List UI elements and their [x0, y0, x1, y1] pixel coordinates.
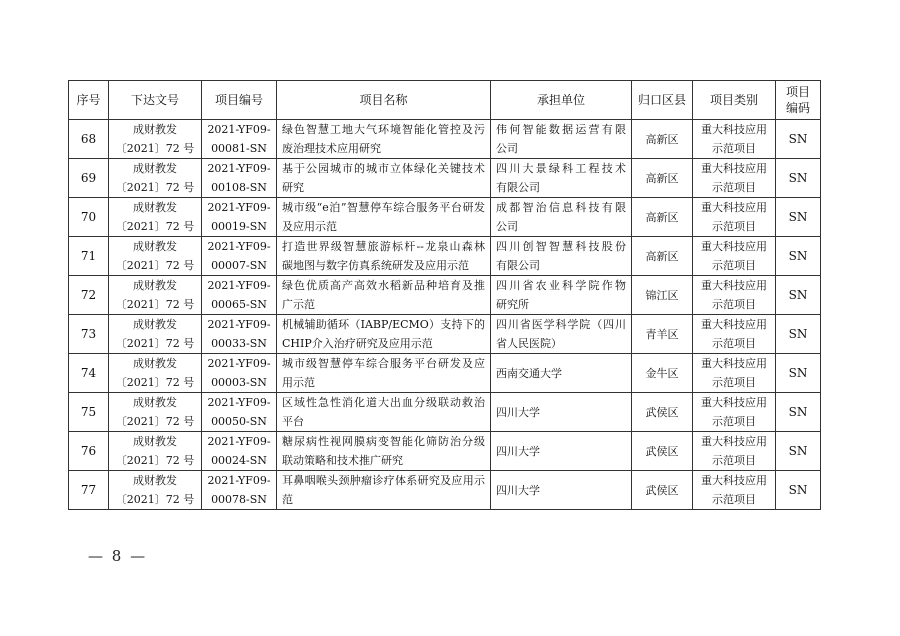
header-doc-number: 下达文号	[109, 81, 202, 120]
undertaking-unit-line: 西南交通大学	[496, 366, 562, 380]
project-code-line: 2021-YF09-	[207, 162, 271, 175]
doc-number-line: 成财教发	[133, 357, 177, 370]
doc-number-line: 成财教发	[133, 201, 177, 214]
cell-project-code	[202, 471, 277, 510]
project-code-line: 00065-SN	[211, 298, 267, 311]
category-line: 重大科技应用	[701, 435, 767, 448]
cell-doc-number	[109, 354, 202, 393]
cell-category	[693, 276, 776, 315]
project-name-line: 废治理技术应用研究	[282, 142, 381, 155]
cell-undertaking-unit	[491, 471, 632, 510]
cell-category	[693, 198, 776, 237]
table-row	[69, 237, 821, 276]
undertaking-unit-line: 有限公司	[496, 181, 540, 194]
undertaking-unit-line: 成都智治信息科技有限	[496, 201, 626, 214]
cell-district: 武侯区	[632, 432, 693, 471]
header-project-code: 项目编号	[202, 81, 277, 120]
cell-undertaking-unit	[491, 120, 632, 159]
category-line: 示范项目	[712, 337, 756, 350]
category-line: 重大科技应用	[701, 357, 767, 370]
table-row	[69, 393, 821, 432]
project-code-line: 2021-YF09-	[207, 435, 271, 448]
cell-seq: 73	[69, 315, 109, 354]
doc-number-line: 〔2021〕72 号	[115, 376, 195, 389]
cell-seq: 75	[69, 393, 109, 432]
cell-undertaking-unit	[491, 315, 632, 354]
header-tag-line: 项目	[785, 85, 810, 99]
header-undertaking-unit: 承担单位	[491, 81, 632, 120]
cell-undertaking-unit	[491, 393, 632, 432]
cell-doc-number	[109, 393, 202, 432]
cell-tag: SN	[776, 237, 821, 276]
table-row	[69, 432, 821, 471]
project-code-line: 00033-SN	[211, 337, 267, 350]
project-name-line: 用示范	[282, 376, 315, 389]
cell-tag: SN	[776, 159, 821, 198]
cell-tag: SN	[776, 393, 821, 432]
category-line: 示范项目	[712, 376, 756, 389]
cell-undertaking-unit	[491, 198, 632, 237]
cell-doc-number	[109, 471, 202, 510]
category-line: 示范项目	[712, 415, 756, 428]
doc-number-line: 成财教发	[133, 396, 177, 409]
doc-number-line: 〔2021〕72 号	[115, 259, 195, 272]
cell-project-code	[202, 198, 277, 237]
cell-project-name	[277, 198, 491, 237]
table-row	[69, 198, 821, 237]
cell-seq: 74	[69, 354, 109, 393]
cell-seq: 77	[69, 471, 109, 510]
category-line: 示范项目	[712, 220, 756, 233]
category-line: 重大科技应用	[701, 201, 767, 214]
table-body	[69, 120, 821, 510]
category-line: 示范项目	[712, 259, 756, 272]
cell-project-name	[277, 159, 491, 198]
doc-number-line: 成财教发	[133, 318, 177, 331]
cell-doc-number	[109, 120, 202, 159]
table-row	[69, 120, 821, 159]
project-name-line: 绿色智慧工地大气环境智能化管控及污	[282, 123, 485, 136]
doc-number-line: 〔2021〕72 号	[115, 181, 195, 194]
cell-seq: 70	[69, 198, 109, 237]
project-name-line: 耳鼻咽喉头颈肿瘤诊疗体系研究及应用示范	[282, 474, 485, 506]
header-tag	[776, 81, 821, 120]
cell-district: 高新区	[632, 237, 693, 276]
cell-project-code	[202, 315, 277, 354]
cell-category	[693, 393, 776, 432]
cell-tag: SN	[776, 471, 821, 510]
undertaking-unit-line: 四川大学	[496, 483, 540, 497]
cell-category	[693, 432, 776, 471]
undertaking-unit-line: 四川省农业科学院作物	[496, 279, 626, 292]
cell-undertaking-unit	[491, 237, 632, 276]
undertaking-unit-line: 公司	[496, 142, 518, 155]
project-code-line: 00007-SN	[211, 259, 267, 272]
project-code-line: 00081-SN	[211, 142, 267, 155]
cell-undertaking-unit	[491, 159, 632, 198]
project-name-line: 城市级“e泊”智慧停车综合服务平台研发	[282, 201, 485, 214]
cell-project-code	[202, 393, 277, 432]
doc-number-line: 成财教发	[133, 474, 177, 487]
project-name-line: 研究	[282, 181, 304, 194]
cell-tag: SN	[776, 315, 821, 354]
cell-seq: 76	[69, 432, 109, 471]
undertaking-unit-line: 公司	[496, 220, 518, 233]
doc-number-line: 〔2021〕72 号	[115, 454, 195, 467]
header-category: 项目类别	[693, 81, 776, 120]
category-line: 示范项目	[712, 454, 756, 467]
table-row	[69, 315, 821, 354]
cell-doc-number	[109, 432, 202, 471]
project-code-line: 00019-SN	[211, 220, 267, 233]
project-name-line: 及应用示范	[282, 220, 337, 233]
cell-seq: 71	[69, 237, 109, 276]
category-line: 示范项目	[712, 181, 756, 194]
project-code-line: 2021-YF09-	[207, 474, 271, 487]
cell-tag: SN	[776, 276, 821, 315]
doc-number-line: 〔2021〕72 号	[115, 337, 195, 350]
doc-number-line: 〔2021〕72 号	[115, 220, 195, 233]
project-code-line: 00050-SN	[211, 415, 267, 428]
cell-district: 锦江区	[632, 276, 693, 315]
doc-number-line: 成财教发	[133, 435, 177, 448]
undertaking-unit-line: 研究所	[496, 298, 529, 311]
project-name-line: 基于公园城市的城市立体绿化关键技术	[282, 162, 485, 175]
cell-seq: 69	[69, 159, 109, 198]
cell-doc-number	[109, 198, 202, 237]
doc-number-line: 成财教发	[133, 123, 177, 136]
cell-category	[693, 354, 776, 393]
table-row	[69, 354, 821, 393]
category-line: 示范项目	[712, 142, 756, 155]
cell-seq: 68	[69, 120, 109, 159]
cell-project-name	[277, 276, 491, 315]
table-row	[69, 159, 821, 198]
header-project-name: 项目名称	[277, 81, 491, 120]
cell-doc-number	[109, 159, 202, 198]
doc-number-line: 〔2021〕72 号	[115, 415, 195, 428]
category-line: 重大科技应用	[701, 123, 767, 136]
category-line: 重大科技应用	[701, 318, 767, 331]
table-row	[69, 276, 821, 315]
project-name-line: 广示范	[282, 298, 315, 311]
project-code-line: 2021-YF09-	[207, 123, 271, 136]
project-name-line: 联动策略和技术推广研究	[282, 454, 403, 467]
cell-doc-number	[109, 315, 202, 354]
cell-category	[693, 159, 776, 198]
project-code-line: 2021-YF09-	[207, 396, 271, 409]
cell-project-name	[277, 393, 491, 432]
cell-tag: SN	[776, 198, 821, 237]
project-name-line: 绿色优质高产高效水稻新品种培育及推	[282, 279, 485, 292]
cell-category	[693, 471, 776, 510]
undertaking-unit-line: 四川大景绿科工程技术	[496, 162, 626, 175]
undertaking-unit-line: 省人民医院）	[496, 337, 562, 350]
project-name-line: 平台	[282, 415, 304, 428]
doc-number-line: 〔2021〕72 号	[115, 142, 195, 155]
doc-number-line: 成财教发	[133, 240, 177, 253]
header-tag-line: 编码	[785, 101, 810, 115]
project-code-line: 00024-SN	[211, 454, 267, 467]
header-district: 归口区县	[632, 81, 693, 120]
cell-project-code	[202, 159, 277, 198]
cell-district: 高新区	[632, 198, 693, 237]
project-code-line: 00003-SN	[211, 376, 267, 389]
project-name-line: 区域性急性消化道大出血分级联动救治	[282, 396, 485, 409]
category-line: 重大科技应用	[701, 474, 767, 487]
cell-project-code	[202, 120, 277, 159]
cell-project-code	[202, 354, 277, 393]
doc-number-line: 〔2021〕72 号	[115, 298, 195, 311]
cell-project-name	[277, 315, 491, 354]
project-name-line: CHIP介入治疗研究及应用示范	[282, 337, 433, 350]
project-code-line: 2021-YF09-	[207, 201, 271, 214]
category-line: 示范项目	[712, 298, 756, 311]
cell-district: 金牛区	[632, 354, 693, 393]
cell-district: 高新区	[632, 120, 693, 159]
project-code-line: 2021-YF09-	[207, 318, 271, 331]
cell-district: 武侯区	[632, 393, 693, 432]
category-line: 示范项目	[712, 493, 756, 506]
cell-project-code	[202, 276, 277, 315]
cell-project-code	[202, 237, 277, 276]
project-code-line: 00078-SN	[211, 493, 267, 506]
category-line: 重大科技应用	[701, 240, 767, 253]
header-seq: 序号	[69, 81, 109, 120]
cell-category	[693, 120, 776, 159]
project-name-line: 机械辅助循环（IABP/ECMO）支持下的	[282, 318, 485, 331]
cell-district: 青羊区	[632, 315, 693, 354]
cell-undertaking-unit	[491, 432, 632, 471]
cell-project-code	[202, 432, 277, 471]
project-name-line: 城市级智慧停车综合服务平台研发及应	[282, 357, 485, 370]
cell-project-name	[277, 237, 491, 276]
cell-category	[693, 237, 776, 276]
category-line: 重大科技应用	[701, 279, 767, 292]
undertaking-unit-line: 四川创智智慧科技股份	[496, 240, 626, 253]
cell-district: 高新区	[632, 159, 693, 198]
undertaking-unit-line: 伟何智能数据运营有限	[496, 123, 626, 136]
cell-tag: SN	[776, 120, 821, 159]
category-line: 重大科技应用	[701, 396, 767, 409]
project-code-line: 2021-YF09-	[207, 240, 271, 253]
table-header-row	[69, 81, 821, 120]
cell-undertaking-unit	[491, 276, 632, 315]
cell-tag: SN	[776, 354, 821, 393]
project-code-line: 2021-YF09-	[207, 357, 271, 370]
page-number: — 8 —	[88, 547, 148, 565]
cell-project-name	[277, 471, 491, 510]
cell-doc-number	[109, 276, 202, 315]
doc-number-line: 成财教发	[133, 279, 177, 292]
doc-number-line: 成财教发	[133, 162, 177, 175]
undertaking-unit-line: 四川大学	[496, 444, 540, 458]
project-name-line: 打造世界级智慧旅游标杆--龙泉山森林	[282, 240, 485, 253]
cell-category	[693, 315, 776, 354]
cell-district: 武侯区	[632, 471, 693, 510]
cell-seq: 72	[69, 276, 109, 315]
project-name-line: 碳地图与数字仿真系统研发及应用示范	[282, 259, 469, 272]
cell-doc-number	[109, 237, 202, 276]
project-table	[68, 80, 821, 510]
undertaking-unit-line: 四川大学	[496, 405, 540, 419]
doc-number-line: 〔2021〕72 号	[115, 493, 195, 506]
project-code-line: 2021-YF09-	[207, 279, 271, 292]
cell-project-name	[277, 354, 491, 393]
cell-undertaking-unit	[491, 354, 632, 393]
cell-project-name	[277, 120, 491, 159]
project-name-line: 糖尿病性视网膜病变智能化筛防治分级	[282, 435, 485, 448]
table-row	[69, 471, 821, 510]
cell-project-name	[277, 432, 491, 471]
cell-tag: SN	[776, 432, 821, 471]
undertaking-unit-line: 有限公司	[496, 259, 540, 272]
undertaking-unit-line: 四川省医学科学院（四川	[496, 318, 626, 331]
project-code-line: 00108-SN	[211, 181, 267, 194]
category-line: 重大科技应用	[701, 162, 767, 175]
